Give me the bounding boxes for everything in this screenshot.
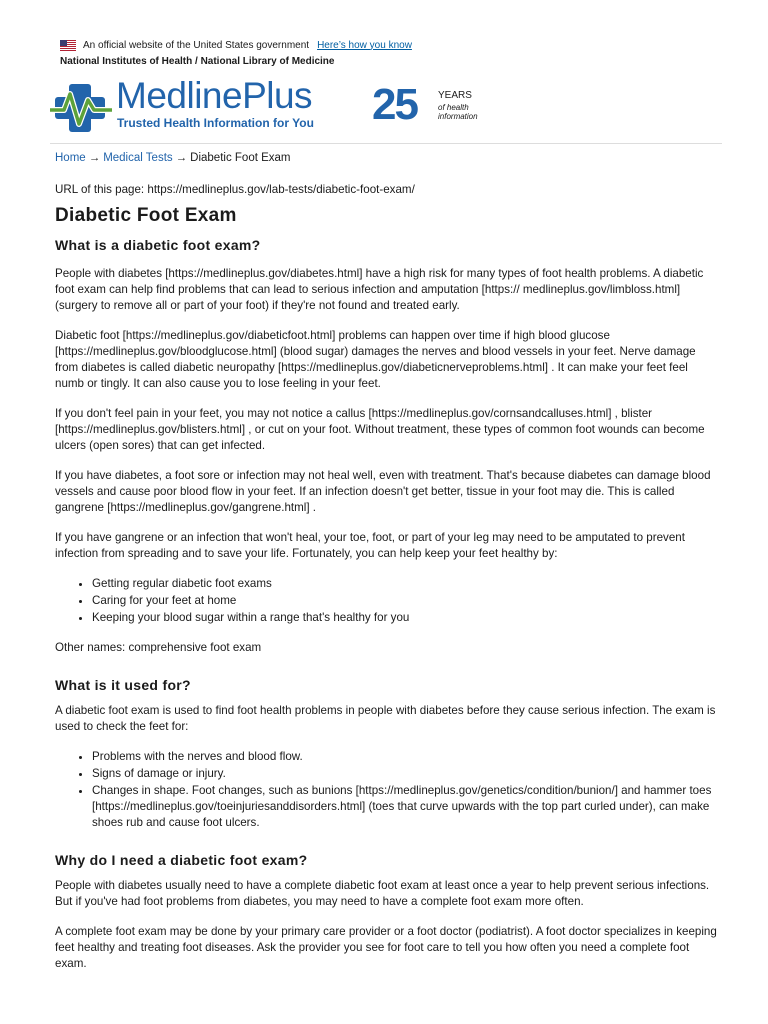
agency-line: National Institutes of Health / National Library of Medicine: [60, 56, 335, 67]
paragraph: A complete foot exam may be done by your primary care provider or a foot doctor (podiatrist). A foot doctor specializes in keeping feet healthy and treating foot diseases. Ask the provider you see for foot care to tell you how often you need a complete foot exam.: [55, 925, 717, 970]
paragraph: If you don't feel pain in your feet, you may not notice a callus [https://medlineplus.gov/cornsandcalluses.html] , blister [https://medlineplus.gov/blisters.html] , or cut on your foot. Without treatment, these types of common foot wounds can become ulcers (open sores) that can get infected.: [55, 407, 705, 452]
breadcrumb-separator: →: [88, 152, 101, 164]
list-item: • Keeping your blood sugar within a range that's healthy for you: [92, 610, 720, 626]
paragraph: If you have gangrene or an infection that won't heal, your toe, foot, or part of your leg may need to be amputated to prevent infection from spreading and to save your life. Fortunately, you can help keep your feet healthy by:: [55, 531, 685, 560]
section-heading: Why do I need a diabetic foot exam?: [55, 852, 308, 868]
anniversary-subtitle: of health information: [438, 103, 478, 121]
paragraph: Diabetic foot [https://medlineplus.gov/diabeticfoot.html] problems can happen over time if high blood glucose [https://medlineplus.gov/bloodglucose.html] (blood sugar) damages the nerves and blood vessels in your feet. Nerve damage from diabetes is called diabetic neuropathy [https://medlineplus.gov/diabeticnerveproblems.html] . It can make your feet feel numb or tingly. It can also cause you to lose feeling in your feet.: [55, 329, 696, 390]
bullet-list: [55, 749, 720, 831]
gov-banner-text: An official website of the United States government: [83, 39, 310, 51]
breadcrumb-medical-tests-link[interactable]: Medical Tests: [103, 152, 173, 164]
other-names: Other names: comprehensive foot exam: [55, 641, 262, 654]
list-item: • Problems with the nerves and blood flow.: [92, 749, 720, 765]
breadcrumb-current: Diabetic Foot Exam: [190, 152, 291, 164]
list-item: • Changes in shape. Foot changes, such as bunions [https://medlineplus.gov/genetics/condition/bunion/] and hammer toes [https://medlineplus.gov/toeinjuriesanddisorders.html] (toes that curve upwards with the top part curled under), can make shoes rub and cause foot ulcers.: [92, 783, 720, 831]
paragraph: If you have diabetes, a foot sore or infection may not heal well, even with treatment. That's because diabetes can damage blood vessels and cause poor blood flow in your feet. If an infection doesn't get better, tissue in your foot may die. This is called gangrene [https://medlineplus.gov/gangrene.html] .: [55, 469, 711, 514]
heres-how-you-know-link[interactable]: Here’s how you know: [317, 39, 412, 51]
section-heading: What is it used for?: [55, 677, 191, 693]
logo-name: MedlinePlus: [116, 75, 313, 116]
anniversary-years-label: YEARS: [438, 90, 472, 101]
page-url: URL of this page: https://medlineplus.gov/lab-tests/diabetic-foot-exam/: [55, 183, 415, 196]
article: [55, 182, 720, 986]
bullet-list: [55, 576, 720, 626]
anniversary-number: 25: [372, 80, 417, 129]
medlineplus-logo[interactable]: [50, 75, 350, 136]
list-item: • Caring for your feet at home: [92, 593, 720, 609]
section-heading: What is a diabetic foot exam?: [55, 237, 261, 253]
header-divider: [50, 143, 722, 144]
medlineplus-cross-icon: [50, 80, 112, 136]
logo-tagline: Trusted Health Information for You: [117, 116, 314, 130]
list-item: • Getting regular diabetic foot exams: [92, 576, 720, 592]
paragraph: People with diabetes usually need to have a complete diabetic foot exam at least once a year to help prevent serious infections. But if you've had foot problems from diabetes, you may need to have a complete foot exam more often.: [55, 879, 710, 908]
list-item: • Signs of damage or injury.: [92, 766, 720, 782]
us-flag-icon: [60, 40, 76, 51]
breadcrumb: [55, 152, 291, 164]
breadcrumb-separator: →: [175, 152, 188, 164]
paragraph: A diabetic foot exam is used to find foot health problems in people with diabetes before they cause serious infection. The exam is used to check the feet for:: [55, 704, 716, 733]
page-title: Diabetic Foot Exam: [55, 205, 237, 226]
gov-banner: [60, 38, 412, 52]
breadcrumb-home-link[interactable]: Home: [55, 152, 86, 164]
paragraph: People with diabetes [https://medlineplus.gov/diabetes.html] have a high risk for many types of foot health problems. A diabetic foot exam can help find problems that can lead to serious infection and amputation [https:// medlineplus.gov/limbloss.html] (surgery to remove all or part of your foot) if they're not found and treated early.: [55, 267, 704, 312]
